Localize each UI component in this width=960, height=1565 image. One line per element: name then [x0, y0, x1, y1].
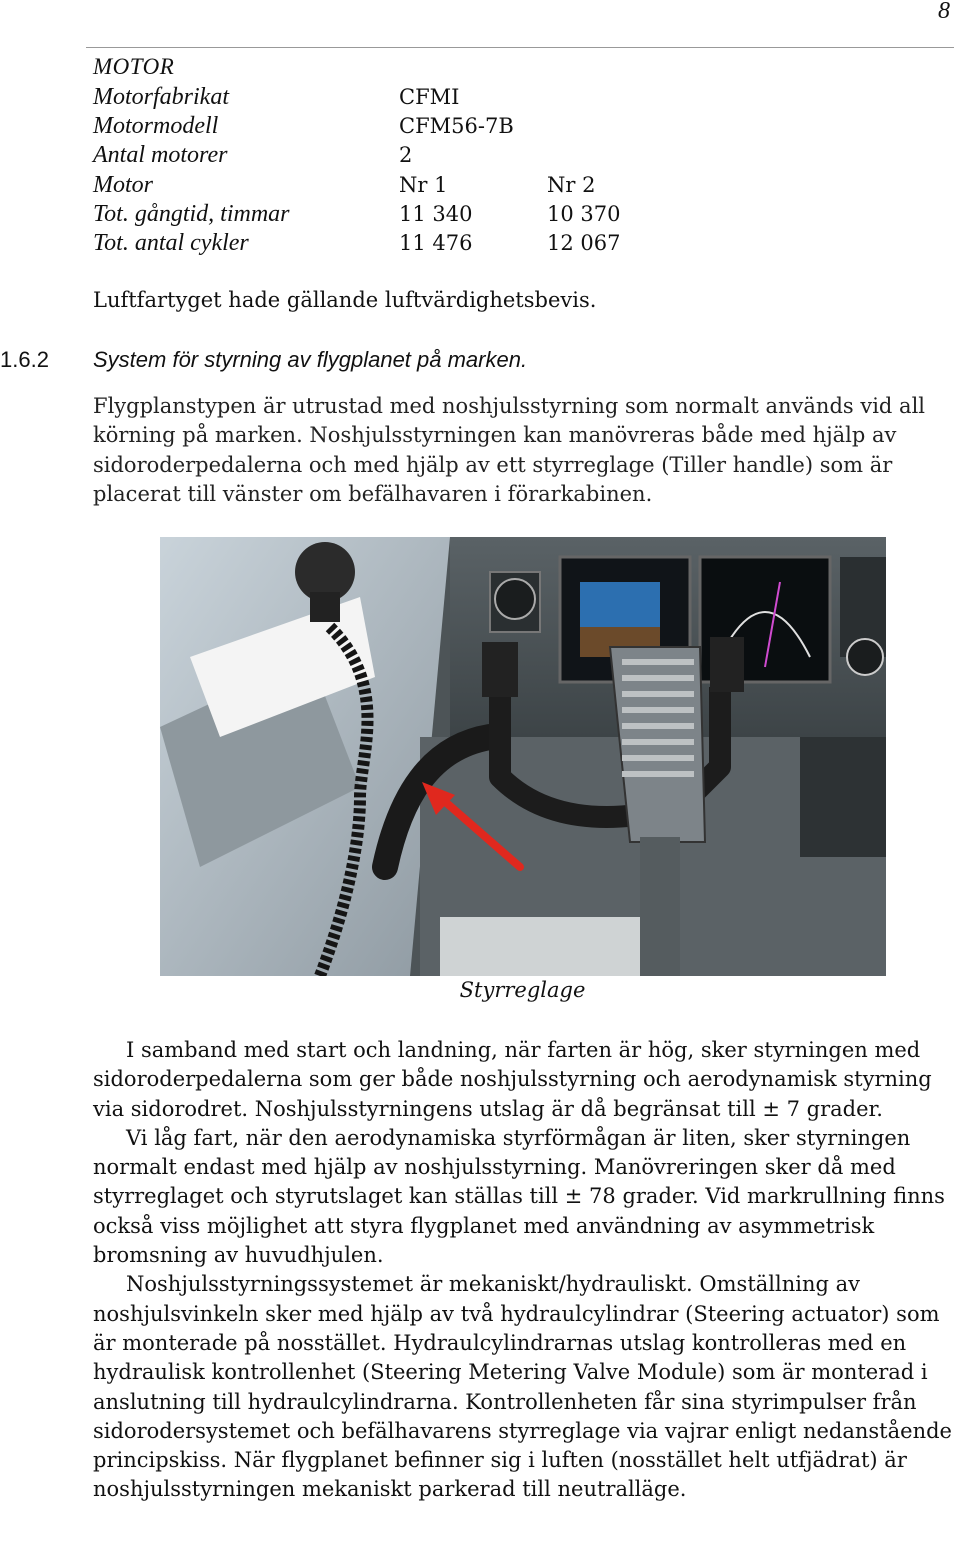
section-number: 1.6.2 [0, 347, 49, 372]
body-text [93, 1036, 953, 1505]
spec-value-2: 10 370 [547, 201, 621, 226]
spec-label: Tot. gångtid, timmar [93, 200, 290, 227]
body-paragraph: Noshjulsstyrningssystemet är mekaniskt/hydrauliskt. Omställning av noshjulsvinkeln sker med hjälp av två hydraulcylindrar (Steering actuator) som är monterade på nosstället. Hydraulcylindrarnas utslag kontrolleras med en hydraulisk kontrollenhet (Steering Metering Valve Module) som är monterad i anslutning till hydraulcylindrarna. Kontrollenheten får sina styrimpulser från sidorodersystemet och befälhavarens styrreglage via vajrar enligt nedanstående principskiss. När flygplanet befinner sig i luften (nosstället helt utfjädrat) är noshjulsstyrningen mekaniskt parkerad till neutralläge. [93, 1272, 952, 1502]
cockpit-illustration [160, 537, 886, 976]
spec-value-1: Nr 1 [399, 172, 448, 197]
spec-value-1: CFM56-7B [399, 114, 514, 139]
control-column [640, 837, 680, 976]
page-number: 8 [938, 0, 950, 24]
motor-section-title: MOTOR [93, 54, 175, 79]
airworthiness-statement: Luftfartyget hade gällande luftvärdighetsbevis. [93, 288, 597, 312]
spec-value-1: 11 340 [399, 201, 473, 226]
body-paragraph: I samband med start och landning, när farten är hög, sker styrningen med sidoroderpedalerna som ger både noshjulsstyrning och aerodynamisk styrning via sidorodret. Noshjulsstyrningens utslag är då begränsat till ± 7 grader. [93, 1038, 932, 1121]
spec-row [93, 171, 620, 200]
photo-caption: Styrreglage [459, 978, 586, 1002]
spec-row [93, 229, 620, 258]
spec-value-1: CFMI [399, 85, 460, 109]
spec-value-2: Nr 2 [547, 172, 596, 197]
spec-value-1: 11 476 [399, 230, 473, 255]
spec-value-2: 12 067 [547, 230, 621, 255]
body-paragraph: Vi låg fart, när den aerodynamiska styrförmågan är liten, sker styrningen normalt endast med hjälp av noshjulsstyrning. Manövreringen sker då med styrreglaget och styrutslaget kan ställas till ± 78 grader. Vid markrullning finns också viss möjlighet att styra flygplanet med användning av asymmetrisk bromsning av huvudhjulen. [93, 1125, 945, 1268]
spec-row [93, 141, 620, 170]
header-rule [86, 47, 954, 48]
motor-spec-table [93, 54, 620, 258]
spec-row [93, 112, 620, 141]
spec-label: Motormodell [93, 113, 219, 140]
spec-label: Antal motorer [93, 142, 228, 169]
spec-value-1: 2 [399, 143, 413, 168]
spec-label: Motor [93, 171, 153, 198]
spec-label: Tot. antal cykler [93, 229, 249, 256]
spec-row [93, 83, 620, 112]
section-heading [0, 347, 527, 373]
spec-label: Motorfabrikat [93, 84, 229, 110]
section-intro-paragraph: Flygplanstypen är utrustad med noshjulsstyrning som normalt används vid all körning på marken. Noshjulsstyrningen kan manövreras både med hjälp av sidoroderpedalerna och med hjälp av ett styrreglage (Tiller handle) som är placerat till vänster om befälhavaren i förarkabinen. [93, 394, 926, 506]
spec-row [93, 200, 620, 229]
cockpit-tiller-photo [160, 537, 886, 976]
section-title: System för styrning av flygplanet på marken. [93, 347, 528, 372]
